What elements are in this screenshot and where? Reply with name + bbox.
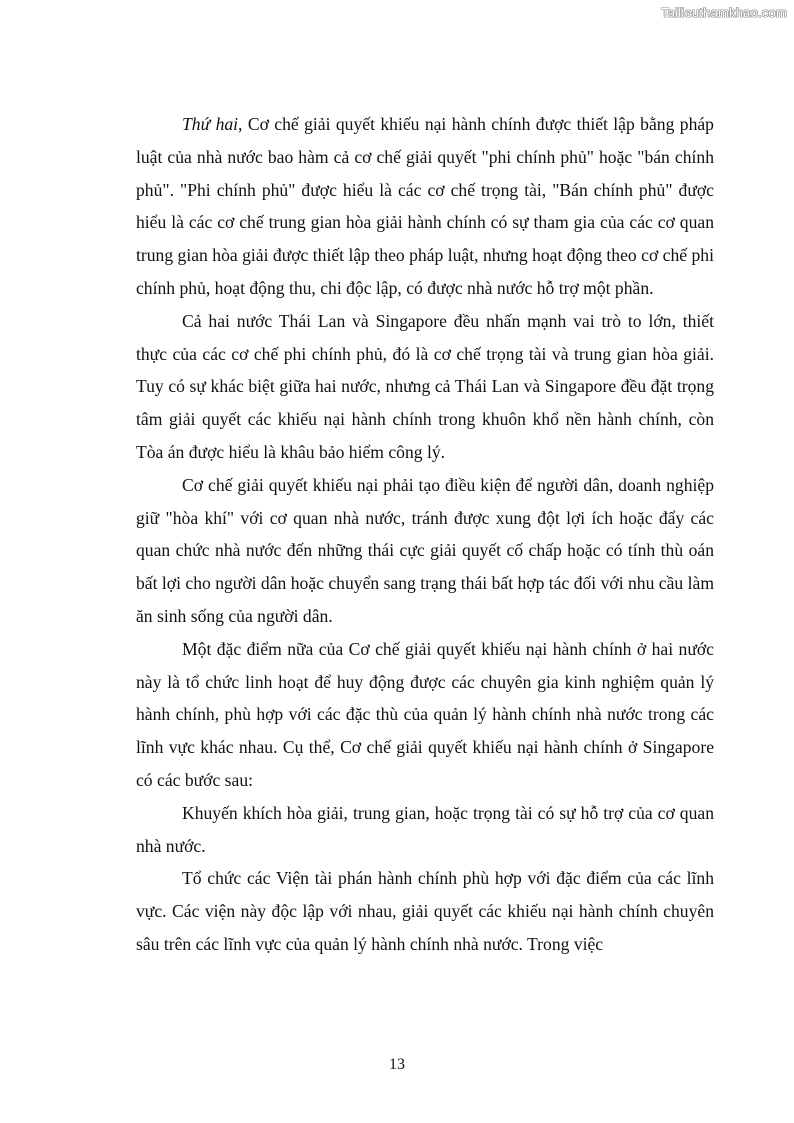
paragraph-4: Một đặc điểm nữa của Cơ chế giải quyết khiếu nại hành chính ở hai nước này là tổ chức linh hoạt để huy động được các chuyên gia kinh nghiệm quản lý hành chính, phù hợp với các đặc thù của quản lý hành chính nhà nước trong các lĩnh vực khác nhau. Cụ thể, Cơ chế giải quyết khiếu nại hành chính ở Singapore có các bước sau: [136,638,714,790]
paragraph-lead-italic: Thứ hai, [182,114,243,134]
paragraph-3: Cơ chế giải quyết khiếu nại phải tạo điều kiện để người dân, doanh nghiệp giữ "hòa khí" với cơ quan nhà nước, tránh được xung đột lợi ích hoặc đẩy các quan chức nhà nước đến những thái cực giải quyết cố chấp hoặc có tính thù oán bất lợi cho người dân hoặc chuyển sang trạng thái bất hợp tác đối với nhu cầu làm ăn sinh sống của người dân. [136,474,714,626]
paragraph-6: Tổ chức các Viện tài phán hành chính phù hợp với đặc điểm của các lĩnh vực. Các viện này độc lập với nhau, giải quyết các khiếu nại hành chính chuyên sâu trên các lĩnh vực của quản lý hành chính nhà nước. Trong việc [136,868,714,954]
paragraph-text: Cơ chế giải quyết khiếu nại hành chính được thiết lập bằng pháp luật của nhà nước bao hàm cả cơ chế giải quyết "phi chính phủ" hoặc "bán chính phủ". "Phi chính phủ" được hiểu là các cơ chế trọng tài, "Bán chính phủ" được hiểu là các cơ chế trung gian hòa giải hành chính có sự tham gia của các cơ quan trung gian hòa giải được thiết lập theo pháp luật, nhưng hoạt động theo cơ chế phi chính phủ, hoạt động thu, chi độc lập, có được nhà nước hỗ trợ một phần. [136,114,714,298]
paragraph-2: Cả hai nước Thái Lan và Singapore đều nhấn mạnh vai trò to lớn, thiết thực của các cơ chế phi chính phủ, đó là cơ chế trọng tài và trung gian hòa giải. Tuy có sự khác biệt giữa hai nước, nhưng cả Thái Lan và Singapore đều đặt trọng tâm giải quyết các khiếu nại hành chính trong khuôn khổ nền hành chính, còn Tòa án được hiểu là khâu bảo hiểm công lý. [136,310,714,462]
document-body [136,108,714,961]
paragraph-5: Khuyến khích hòa giải, trung gian, hoặc trọng tài có sự hỗ trợ của cơ quan nhà nước. [136,802,714,856]
watermark-text: Tailieuthamkhao.com [661,5,787,20]
paragraph-1 [136,108,714,305]
page-number: 13 [389,1056,405,1073]
